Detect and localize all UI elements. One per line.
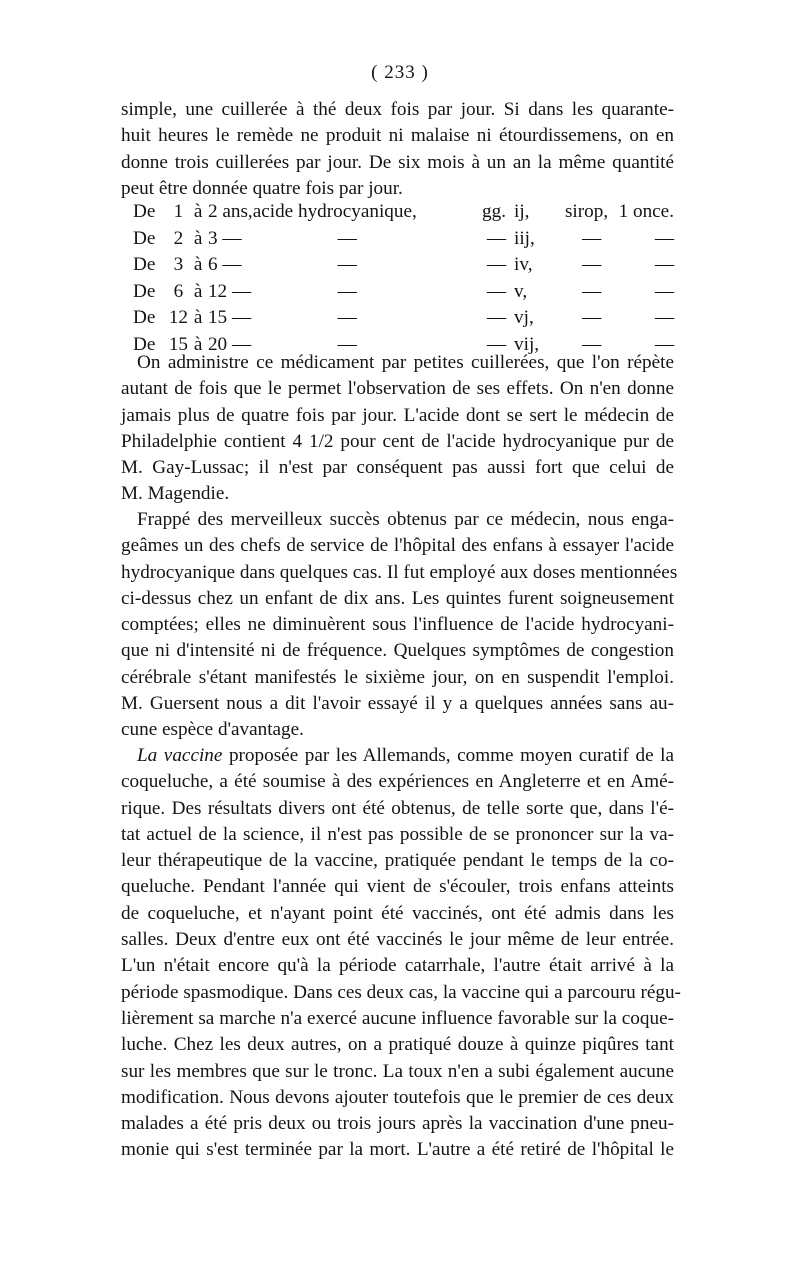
dosage-row — [133, 279, 674, 306]
text-span: proposée par les Allemands, comme moyen curatif de la — [222, 745, 674, 766]
text-line: leur thérapeutique de la vaccine, pratiquée pendant le temps de la co- — [121, 850, 674, 872]
paragraph — [121, 350, 674, 508]
cell-dash: — — [654, 333, 674, 355]
cell-a: à — [193, 201, 203, 222]
text-line: peut être donnée quatre fois par jour. — [121, 177, 403, 199]
dosage-table — [133, 199, 674, 358]
cell-dash: — — [337, 227, 357, 249]
cell-from: 3 — [173, 254, 184, 275]
cell-de: De — [133, 201, 156, 222]
dosage-row — [133, 226, 674, 253]
cell-a: à — [193, 333, 203, 355]
cell-vehicle: sirop, — [564, 201, 609, 222]
text-line: modification. Nous devons ajouter toutefois que le premier de ces deux — [121, 1086, 674, 1108]
cell-to: 20 — — [207, 333, 252, 355]
cell-dash: — — [486, 333, 507, 355]
cell-a: à — [193, 280, 203, 302]
cell-a: à — [193, 227, 203, 249]
cell-a: à — [193, 254, 203, 275]
text-line: cérébrale s'étant manifestés le sixième jour, on en suspendit l'emploi. — [121, 666, 674, 688]
text-line: coqueluche, a été soumise à des expériences en Angleterre et en Amé- — [121, 771, 674, 793]
text-line: Philadelphie contient 4 1/2 pour cent de l'acide hydrocyanique pur de — [121, 430, 674, 452]
cell-to: 6 — — [207, 254, 242, 275]
cell-dash: — — [337, 254, 357, 275]
text-line: que ni d'intensité ni de fréquence. Quelques symptômes de congestion — [121, 640, 674, 662]
cell-volume: 1 once. — [618, 201, 674, 222]
text-line: autant de fois que le permet l'observation de ses effets. On n'en donne — [121, 378, 674, 400]
page-number: ( 233 ) — [371, 62, 429, 83]
cell-to: 3 — — [207, 227, 242, 249]
cell-de: De — [133, 307, 156, 328]
text-line: malades a été pris deux ou trois jours après la vaccination d'une pneu- — [121, 1113, 674, 1135]
cell-dash: — — [337, 280, 357, 302]
cell-dash: — — [337, 333, 357, 355]
cell-dash: — — [486, 280, 507, 302]
text-line: période spasmodique. Dans ces deux cas, la vaccine qui a parcouru régu- — [121, 981, 681, 1003]
text-line: On administre ce médicament par petites cuillerées, que l'on répète — [137, 352, 674, 373]
cell-substance: acide hydrocyanique, — [252, 201, 417, 222]
cell-to: 12 — — [207, 280, 252, 302]
text-line: simple, une cuillerée à thé deux fois par jour. Si dans les quarante- — [121, 99, 674, 120]
cell-dash: — — [582, 280, 602, 302]
cell-dash: — — [582, 333, 602, 355]
text-line: queluche. Pendant l'année qui vient de s'écouler, trois enfans atteints — [121, 876, 674, 898]
cell-de: De — [133, 227, 156, 249]
text-line: cune espèce d'avantage. — [121, 719, 304, 741]
cell-dash: — — [582, 227, 602, 249]
text-line: comptées; elles ne diminuèrent sous l'influence de l'acide hydrocyani- — [121, 614, 674, 636]
text-line: tat actuel de la science, il n'est pas possible de se prononcer sur la va- — [121, 823, 674, 845]
text-line: rique. Des résultats divers ont été obtenus, de telle sorte que, dans l'é- — [121, 797, 674, 819]
cell-de: De — [133, 280, 156, 302]
dosage-header-row — [133, 199, 674, 226]
cell-dash: — — [582, 254, 602, 275]
text-line: M. Gay-Lussac; il n'est par conséquent pas aussi fort que celui de — [121, 457, 674, 479]
cell-qty: vj, — [514, 307, 534, 328]
text-line: M. Guersent nous a dit l'avoir essayé il y a quelques années sans au- — [121, 693, 674, 715]
text-line: lièrement sa marche n'a exercé aucune influence favorable sur la coque- — [121, 1007, 674, 1029]
cell-dash: — — [654, 307, 674, 328]
cell-from: 2 — [173, 227, 184, 249]
cell-dash: — — [582, 307, 602, 328]
text-line: huit heures le remède ne produit ni malaise ni étourdissemens, on en — [121, 125, 674, 147]
cell-from: 1 — [173, 201, 184, 222]
cell-dash: — — [337, 307, 357, 328]
cell-to: 2 ans, — [207, 201, 253, 222]
dosage-row — [133, 305, 674, 332]
text-line: salles. Deux d'entre eux ont été vaccinés le jour même de leur entrée. — [121, 929, 674, 951]
text-line: sur les membres que sur le tronc. La toux n'en a subi également aucune — [121, 1060, 674, 1082]
cell-dash: — — [654, 254, 674, 275]
text-line: donne trois cuillerées par jour. De six mois à un an la même quantité — [121, 151, 674, 173]
text-line: de coqueluche, et n'ayant point été vaccinés, ont été admis dans les — [121, 902, 674, 924]
cell-unit: gg. — [482, 201, 507, 222]
cell-qty: vij, — [514, 333, 540, 355]
text-line: Frappé des merveilleux succès obtenus par ce médecin, nous enga- — [137, 509, 674, 530]
cell-from: 6 — [173, 280, 184, 302]
cell-to: 15 — — [207, 307, 252, 328]
paragraph — [121, 743, 681, 1164]
text-line: monie qui s'est terminée par la mort. L'autre a été retiré de l'hôpital le — [121, 1139, 674, 1161]
cell-de: De — [133, 254, 156, 275]
cell-de: De — [133, 333, 156, 355]
text-line: jamais plus de quatre fois par jour. L'acide dont se sert le médecin de — [121, 404, 674, 426]
italic-term: La vaccine — [137, 745, 223, 766]
cell-a: à — [193, 307, 203, 328]
cell-dash: — — [486, 307, 507, 328]
cell-dash: — — [654, 227, 674, 249]
dosage-row — [133, 252, 674, 279]
text-line: hydrocyanique dans quelques cas. Il fut employé aux doses mentionnées — [121, 561, 678, 583]
paragraph — [121, 507, 678, 744]
cell-qty: iij, — [514, 227, 535, 249]
text-line: M. Magendie. — [121, 483, 230, 505]
cell-qty: v, — [514, 280, 528, 302]
text-line — [121, 743, 674, 769]
cell-from: 15 — [168, 333, 189, 355]
text-line: geâmes un des chefs de service de l'hôpital des enfans à essayer l'acide — [121, 535, 674, 557]
text-line: L'un n'était encore qu'à la période catarrhale, l'autre était arrivé à la — [121, 955, 674, 977]
cell-dash: — — [486, 227, 507, 249]
cell-qty: ij, — [514, 201, 530, 222]
text-line: luche. Chez les deux autres, on a pratiqué douze à quinze piqûres tant — [121, 1034, 674, 1056]
text-line: ci-dessus chez un enfant de dix ans. Les quintes furent soigneusement — [121, 587, 674, 609]
cell-dash: — — [486, 254, 507, 275]
cell-dash: — — [654, 280, 674, 302]
cell-from: 12 — [168, 307, 189, 328]
intro-text — [121, 97, 674, 202]
cell-qty: iv, — [514, 254, 533, 275]
